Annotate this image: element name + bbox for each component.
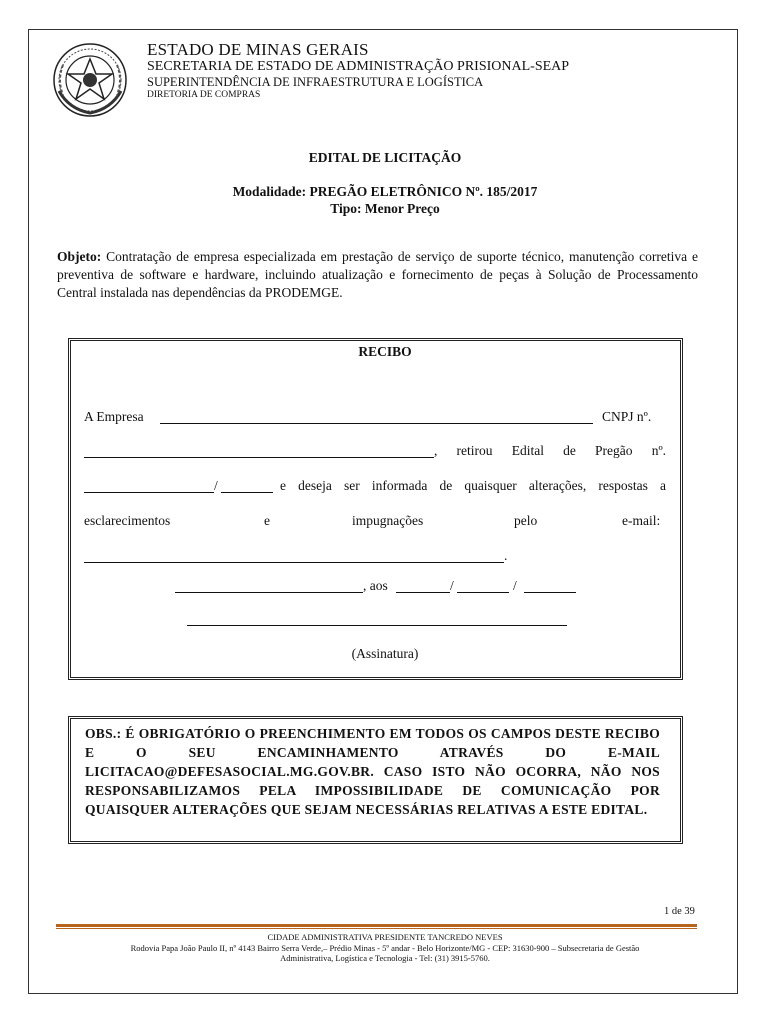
obs-text: OBS.: É OBRIGATÓRIO O PREENCHIMENTO EM TODOS OS CAMPOS DESTE RECIBO E O SEU ENCAMINHAMENTO ATRAVÉS DO E-MAIL LICITACAO@DEFESASOCIAL.MG.GOV.BR. CASO ISTO NÃO OCORRA, NÃO NOS RESPONSABILIZAMOS PELA IMPOSSIBILIDADE DE COMUNICAÇÃO POR QUAISQUER ALTERAÇÕES QUE SEJAM NECESSÁRIAS RELATIVAS A ESTE EDITAL. <box>85 726 660 817</box>
word-impugnacoes: impugnações <box>352 513 424 528</box>
word-esclarecimentos: esclarecimentos <box>84 513 171 528</box>
email-period: . <box>504 548 508 563</box>
modality-line: Modalidade: PREGÃO ELETRÔNICO Nº. 185/2017 <box>232 184 538 199</box>
tender-year-field[interactable] <box>221 479 273 493</box>
letterhead <box>147 40 569 101</box>
month-field[interactable] <box>457 579 509 593</box>
object-paragraph <box>57 248 698 302</box>
receipt-title: RECIBO <box>358 344 412 359</box>
secretariat-name: SECRETARIA DE ESTADO DE ADMINISTRAÇÃO PRISIONAL-SEAP <box>147 59 570 74</box>
state-name: ESTADO DE MINAS GERAIS <box>147 40 369 59</box>
type-line: Tipo: Menor Preço <box>330 201 440 216</box>
year-field[interactable] <box>524 579 576 593</box>
day-field[interactable] <box>396 579 450 593</box>
email-field[interactable] <box>84 549 504 563</box>
footer-line-2: Rodovia Papa João Paulo II, nº 4143 Bairro Serra Verde,– Prédio Minas - 5º andar - Belo Horizonte/MG - CEP: 31630-900 – Subsecretaria de Gestão <box>130 942 640 953</box>
footer-line-1: CIDADE ADMINISTRATIVA PRESIDENTE TANCREDO NEVES <box>267 932 503 942</box>
word-email: e-mail: <box>622 513 661 528</box>
date-slash-2: / <box>513 578 517 593</box>
document-title: EDITAL DE LICITAÇÃO <box>308 150 462 165</box>
footer-line-3: Administrativa, Logística e Tecnologia - Tel: (31) 3915-5760. <box>280 953 490 963</box>
object-label: Objeto: <box>57 249 102 264</box>
wishes-text: e deseja ser informada de quaisquer alterações, respostas a <box>280 478 666 493</box>
footer-rule-thin <box>56 928 697 929</box>
city-field[interactable] <box>175 579 363 593</box>
coat-of-arms-icon <box>49 41 131 119</box>
object-text: Contratação de empresa especializada em prestação de serviço de suporte técnico, manutenção corretiva e preventiva de software e hardware, incluindo atualização e fornecimento de peças à Solução de Processamento Central instalada nas dependências da PRODEMGE. <box>57 249 698 300</box>
directorate-name: DIRETORIA DE COMPRAS <box>147 90 261 100</box>
receipt-box <box>68 338 683 680</box>
signature-label: (Assinatura) <box>351 646 419 661</box>
superintendence-name: SUPERINTENDÊNCIA DE INFRAESTRUTURA E LOGÍSTICA <box>147 75 484 89</box>
footer-rule <box>56 924 697 927</box>
obs-box <box>68 716 683 844</box>
page-number: 1 de 39 <box>664 906 695 917</box>
word-e: e <box>264 513 270 528</box>
company-name-field[interactable] <box>160 410 593 424</box>
signature-line[interactable] <box>187 612 567 626</box>
withdrew-text: , retirou Edital de Pregão nº. <box>434 443 666 458</box>
cnpj-field[interactable] <box>84 444 434 458</box>
date-aos: , aos <box>363 578 388 593</box>
company-label: A Empresa <box>84 409 144 424</box>
tender-slash: / <box>214 478 218 493</box>
cnpj-label: CNPJ nº. <box>602 409 652 424</box>
footer-address <box>40 932 730 964</box>
date-slash-1: / <box>450 578 454 593</box>
tender-number-field[interactable] <box>84 479 214 493</box>
word-pelo: pelo <box>514 513 538 528</box>
